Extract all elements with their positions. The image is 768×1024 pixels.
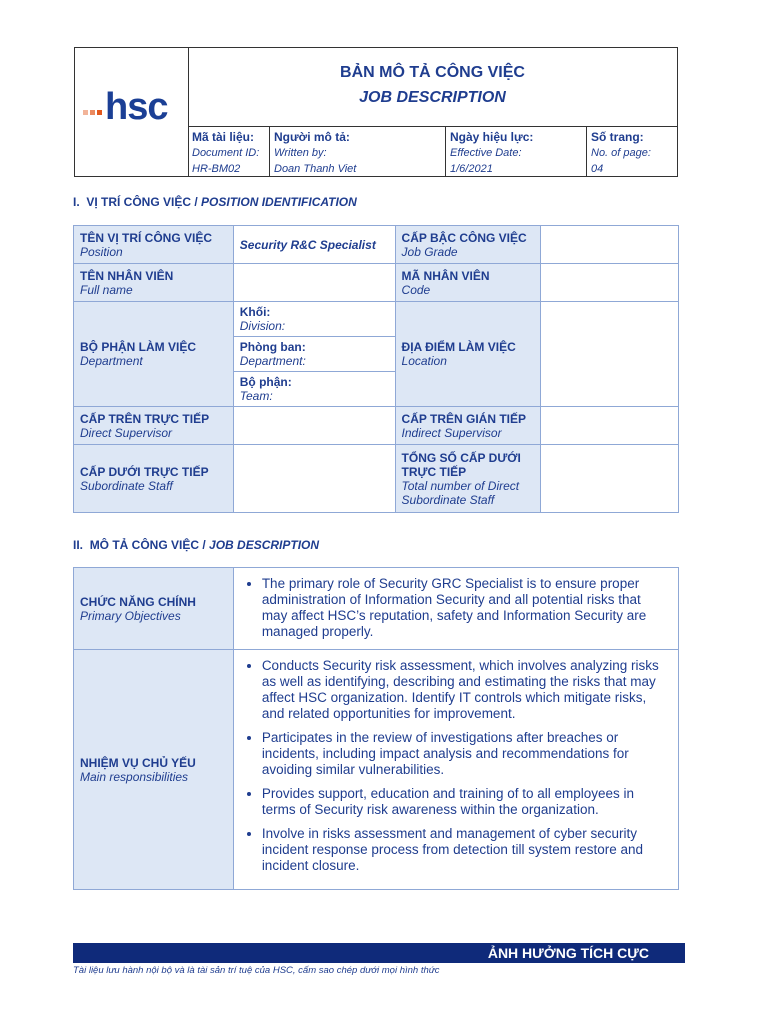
section-2-heading [73, 538, 319, 552]
subordinate-value[interactable] [233, 445, 395, 513]
meta-value: 1/6/2021 [450, 163, 493, 175]
footer-slogan: ẢNH HƯỞNG TÍCH CỰC [487, 945, 649, 961]
direct-supervisor-label: CẤP TRÊN TRỰC TIẾP Direct Supervisor [74, 407, 234, 445]
logo-text: hsc [105, 86, 168, 128]
location-value[interactable] [541, 302, 679, 407]
direct-supervisor-value[interactable] [233, 407, 395, 445]
meta-page-count [587, 127, 677, 177]
department-sub-cell[interactable]: Phòng ban: Department: [233, 337, 395, 372]
footer-bar [73, 943, 685, 963]
logo-dots-icon [83, 110, 105, 120]
table-row [74, 445, 679, 513]
meta-value: 04 [591, 163, 604, 175]
meta-row [188, 126, 677, 177]
total-subordinate-label: TỔNG SỐ CẤP DƯỚI TRỰC TIẾP Total number of Direct Subordinate Staff [395, 445, 541, 513]
division-cell[interactable]: Khối: Division: [233, 302, 395, 337]
meta-label-en: Effective Date: [450, 147, 522, 159]
hsc-logo [83, 86, 167, 129]
subordinate-label: CẤP DƯỚI TRỰC TIẾP Subordinate Staff [74, 445, 234, 513]
meta-value: HR-BM02 [192, 163, 241, 175]
main-responsibilities-content [233, 650, 678, 890]
code-value[interactable] [541, 264, 679, 302]
meta-label: Mã tài liệu: [192, 130, 255, 144]
meta-value: Doan Thanh Viet [274, 163, 357, 175]
section-1-heading [73, 195, 357, 209]
section-number: II. [73, 538, 84, 552]
meta-label: Số trang: [591, 130, 644, 144]
table-row [74, 568, 679, 650]
list-item: • Provides support, education and training of to all employees in terms of Security risk awareness within the organization. [262, 786, 668, 818]
list-item: • The primary role of Security GRC Specialist is to ensure proper administration of Information Security and all potential risks that may affect HSC’s reputation, safety and Information Security are managed properly. [262, 576, 668, 640]
meta-written-by [270, 127, 446, 177]
list-item: • Participates in the review of investigations after breaches or incidents, including impact analysis and recommendations for avoiding similar vulnerabilities. [262, 730, 668, 778]
position-table [73, 225, 679, 513]
meta-document-id [188, 127, 270, 177]
job-grade-label: CẤP BẬC CÔNG VIỆC Job Grade [395, 226, 541, 264]
location-label: ĐỊA ĐIỂM LÀM VIỆC Location [395, 302, 541, 407]
job-grade-value[interactable] [541, 226, 679, 264]
meta-label: Người mô tả: [274, 130, 350, 144]
primary-objectives-content [233, 568, 678, 650]
meta-label-en: No. of page: [591, 147, 651, 159]
code-label: MÃ NHÂN VIÊN Code [395, 264, 541, 302]
list-item: • Involve in risks assessment and management of cyber security incident response process from detection till system restore and incident closure. [262, 826, 668, 874]
footer-note: Tài liệu lưu hành nội bộ và là tài sản trí tuệ của HSC, cấm sao chép dưới mọi hình thức [73, 965, 440, 976]
table-row [74, 302, 679, 337]
full-name-value[interactable] [233, 264, 395, 302]
table-row [74, 264, 679, 302]
section-title-vn: MÔ TẢ CÔNG VIỆC / [89, 538, 210, 552]
logo-cell [75, 48, 189, 176]
meta-label-en: Document ID: [192, 147, 260, 159]
section-title-en: JOB DESCRIPTION [209, 538, 320, 552]
primary-objectives-label: CHỨC NĂNG CHÍNH Primary Objectives [74, 568, 234, 650]
indirect-supervisor-value[interactable] [541, 407, 679, 445]
total-subordinate-value[interactable] [541, 445, 679, 513]
indirect-supervisor-label: CẤP TRÊN GIÁN TIẾP Indirect Supervisor [395, 407, 541, 445]
department-label: BỘ PHẬN LÀM VIỆC Department [74, 302, 234, 407]
team-cell[interactable]: Bộ phận: Team: [233, 372, 395, 407]
section-title-en: POSITION IDENTIFICATION [201, 195, 357, 209]
main-responsibilities-label: NHIỆM VỤ CHỦ YẾU Main responsibilities [74, 650, 234, 890]
title-vn: BẢN MÔ TẢ CÔNG VIỆC [340, 64, 525, 81]
title-en: JOB DESCRIPTION [359, 89, 506, 106]
meta-label: Ngày hiệu lực: [450, 130, 534, 144]
table-row [74, 650, 679, 890]
table-row [74, 407, 679, 445]
document-header [74, 47, 678, 177]
meta-effective-date [446, 127, 587, 177]
full-name-label: TÊN NHÂN VIÊN Full name [74, 264, 234, 302]
position-value: Security R&C Specialist [233, 226, 395, 264]
job-description-table [73, 567, 679, 890]
meta-label-en: Written by: [274, 147, 327, 159]
list-item: • Conducts Security risk assessment, which involves analyzing risks as well as identifying, describing and estimating the risks that may affect HSC organization. Identify IT controls which mitigate risks, and related opportunities for improvement. [262, 658, 668, 722]
section-title-vn: VỊ TRÍ CÔNG VIỆC / [86, 195, 202, 209]
position-label: TÊN VỊ TRÍ CÔNG VIỆC Position [74, 226, 234, 264]
table-row [74, 226, 679, 264]
section-number: I. [73, 195, 80, 209]
